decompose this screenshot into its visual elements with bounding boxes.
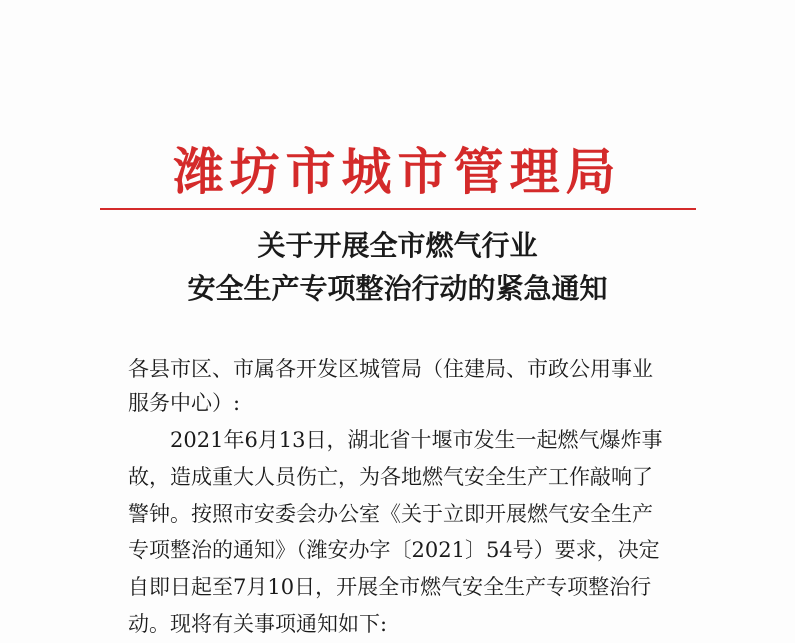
paragraph-line-4: 专项整治的通知》（潍安办字〔2021〕54号）要求，决定 [128, 538, 660, 562]
addressee-line-1: 各县市区、市属各开发区城管局（住建局、市政公用事业 [128, 357, 653, 381]
addressee-line-2: 服务中心）: [128, 391, 241, 415]
paragraph-line-6: 动。现将有关事项通知如下: [128, 612, 388, 636]
header-red-rule [100, 208, 696, 210]
paragraph-line-5: 自即日起至7月10日，开展全市燃气安全生产专项整治行 [128, 575, 652, 599]
document-title-line-1: 关于开展全市燃气行业 [257, 229, 538, 262]
paragraph-line-2: 故，造成重大人员伤亡，为各地燃气安全生产工作敲响了 [128, 465, 653, 489]
paragraph-line-1: 2021年6月13日，湖北省十堰市发生一起燃气爆炸事 [170, 428, 663, 452]
issuing-authority-header: 潍坊市城市管理局 [173, 142, 622, 201]
paragraph-line-3: 警钟。按照市安委会办公室《关于立即开展燃气安全生产 [128, 502, 653, 526]
document-title-line-2: 安全生产专项整治行动的紧急通知 [187, 272, 608, 305]
